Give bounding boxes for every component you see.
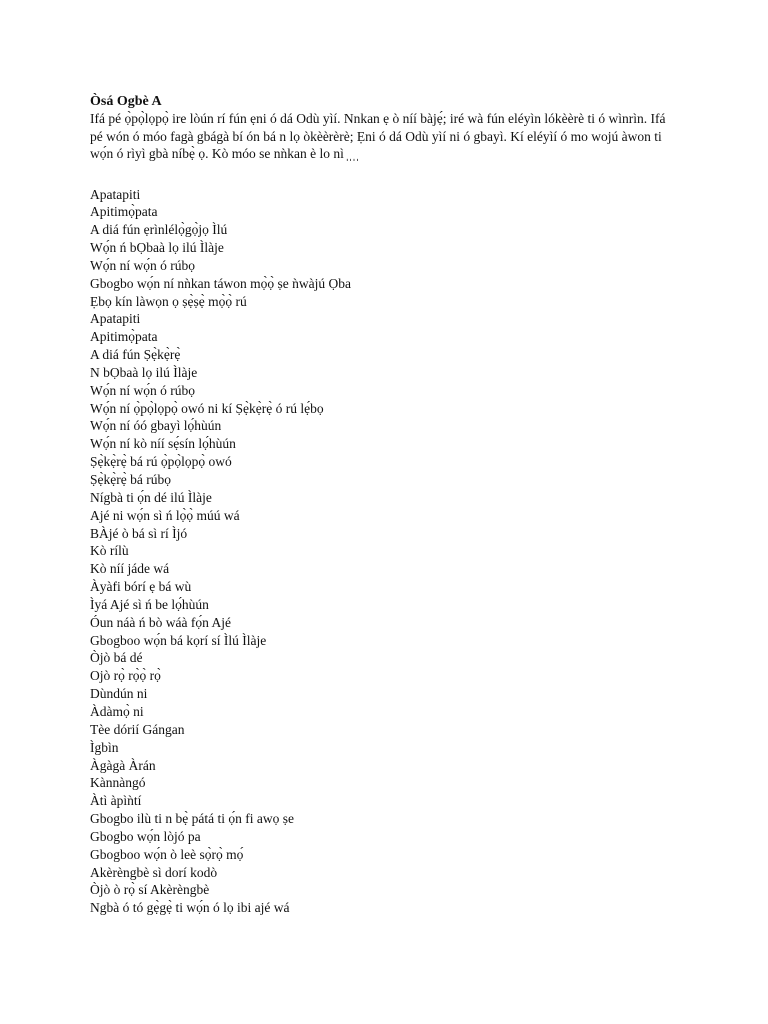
verse-line: Ìgbìn: [90, 739, 119, 755]
verse-line: Ẹbọ kín làwọn ọ ṣẹ̀ṣẹ̀ mọ̀ọ̀ rú: [90, 293, 247, 309]
verse-line: Ìyá Ajé sì ń be lọ́hùún: [90, 596, 209, 612]
verse-line: Gbogbo wọ́n lòjó pa: [90, 828, 201, 844]
verse-line: Gbogbo ilù ti n bẹ̀ pátá ti ọ́n fi awọ ṣe: [90, 811, 294, 827]
verse-line: Akèrèngbè sì dorí kodò: [90, 864, 218, 880]
verse-line: Óun náà ń bò wáà fọ́n Ajé: [90, 614, 231, 630]
verse-line: Àdàmọ̀ ni: [90, 703, 144, 719]
verse-line: Ajé ni wọ́n sì ń lọ̀ọ̀ múú wá: [90, 507, 240, 523]
verse-line: A diá fún Ṣẹ̀kẹ̀rẹ̀: [90, 347, 181, 363]
verse-line: Wọ́n ní kò níí sẹ́sín lọ́hùún: [90, 436, 236, 452]
verse-line: Àgàgà Àrán: [90, 757, 156, 773]
verse-line: Apitimọ̀pata: [90, 329, 158, 345]
verse-line: Ṣẹ̀kẹ̀rẹ̀ bá rúbọ: [90, 472, 171, 487]
verse-line: Nígbà ti ọ́n dé ilú Ìlàje: [90, 489, 212, 505]
verse-line: Ojò rọ̀ rọ̀ọ̀ rọ̀: [90, 668, 161, 684]
verse-line: Àtì àpìǹtí: [90, 793, 142, 809]
verse-line: Kò rílù: [90, 543, 129, 559]
verse-line: Dùndún ni: [90, 686, 148, 702]
document-title: Òsá Ogbè A: [90, 94, 162, 109]
verse-line: Wọ́n ní wọ́n ó rúbọ: [90, 257, 195, 273]
verse-line: N bỌbaà lọ ilú Ìlàje: [90, 364, 198, 380]
verse-line: Apitimọ̀pata: [90, 204, 158, 220]
verse-line: Ṣẹ̀kẹ̀rẹ̀ bá rú ọ̀pọ̀lọpọ̀ owó: [90, 454, 232, 470]
verse-line: Wọ́n ní ọ̀pọ̀lọpọ̀ owó ni kí Ṣẹ̀kẹ̀rẹ̀ ó rú lẹ́bọ: [90, 400, 324, 416]
verse-line: Gbogboo wọ́n ò leè sọ̀rọ̀ mọ́: [90, 846, 244, 862]
verse-list: [90, 186, 740, 918]
verse-line: Wọ́n ní wọ́n ó rúbọ: [90, 382, 195, 398]
verse-line: Ngbà ó tó gẹ̀gẹ̀ ti wọ́n ó lọ ibi ajé wá: [90, 900, 290, 916]
verse-line: Gbogbo wọ́n ní nǹkan táwon mọ̀ọ̀ ṣe ǹwàjú Ọba: [90, 275, 351, 291]
verse-line: BÀjé ò bá sì rí Ìjó: [90, 525, 188, 541]
intro-paragraph: Ifá pé ọ̀pọ̀lọpọ̀ ire lòún rí fún ẹni ó dá Odù yìí. Nnkan ẹ ò níí bàjẹ́; iré wà fún eléyìn lókèèrè ti ó wìnrìn. Ifá pé wón ó móo fagà gbágà bí ón bá n lọ òkèèrèrè; Ẹni ó dá Odù yìí ni ó gbayì. Kí eléyìí ó mo wojú àwon ti wọ́n ó rìyì gbà níbẹ̀ ọ. Kò móo se nǹkan è lo nì ̩ ̩ ̩ ̩: [90, 111, 666, 161]
verse-line: Wọ́n ń bỌbaà lọ ilú Ìlàje: [90, 240, 224, 256]
verse-line: Gbogboo wọ́n bá kọrí sí Ìlú Ìlàje: [90, 632, 267, 648]
verse-line: Tèe dórií Gángan: [90, 721, 185, 737]
verse-line: Apatapiti: [90, 186, 141, 202]
verse-line: A diá fún ẹrìnlélọ̀gọ̀jọ Ìlú: [90, 222, 228, 238]
verse-line: Apatapiti: [90, 311, 141, 327]
verse-line: Òjò ò rọ̀ sí Akèrèngbè: [90, 882, 210, 898]
verse-line: Kànnàngó: [90, 775, 146, 791]
verse-line: Àyàfi bórí ẹ bá wù: [90, 579, 192, 595]
document-page: [90, 93, 740, 917]
verse-line: Wọ́n ní óó gbayì lọ́hùún: [90, 418, 222, 434]
verse-line: Òjò bá dé: [90, 650, 143, 666]
verse-line: Kò níí jáde wá: [90, 561, 170, 577]
